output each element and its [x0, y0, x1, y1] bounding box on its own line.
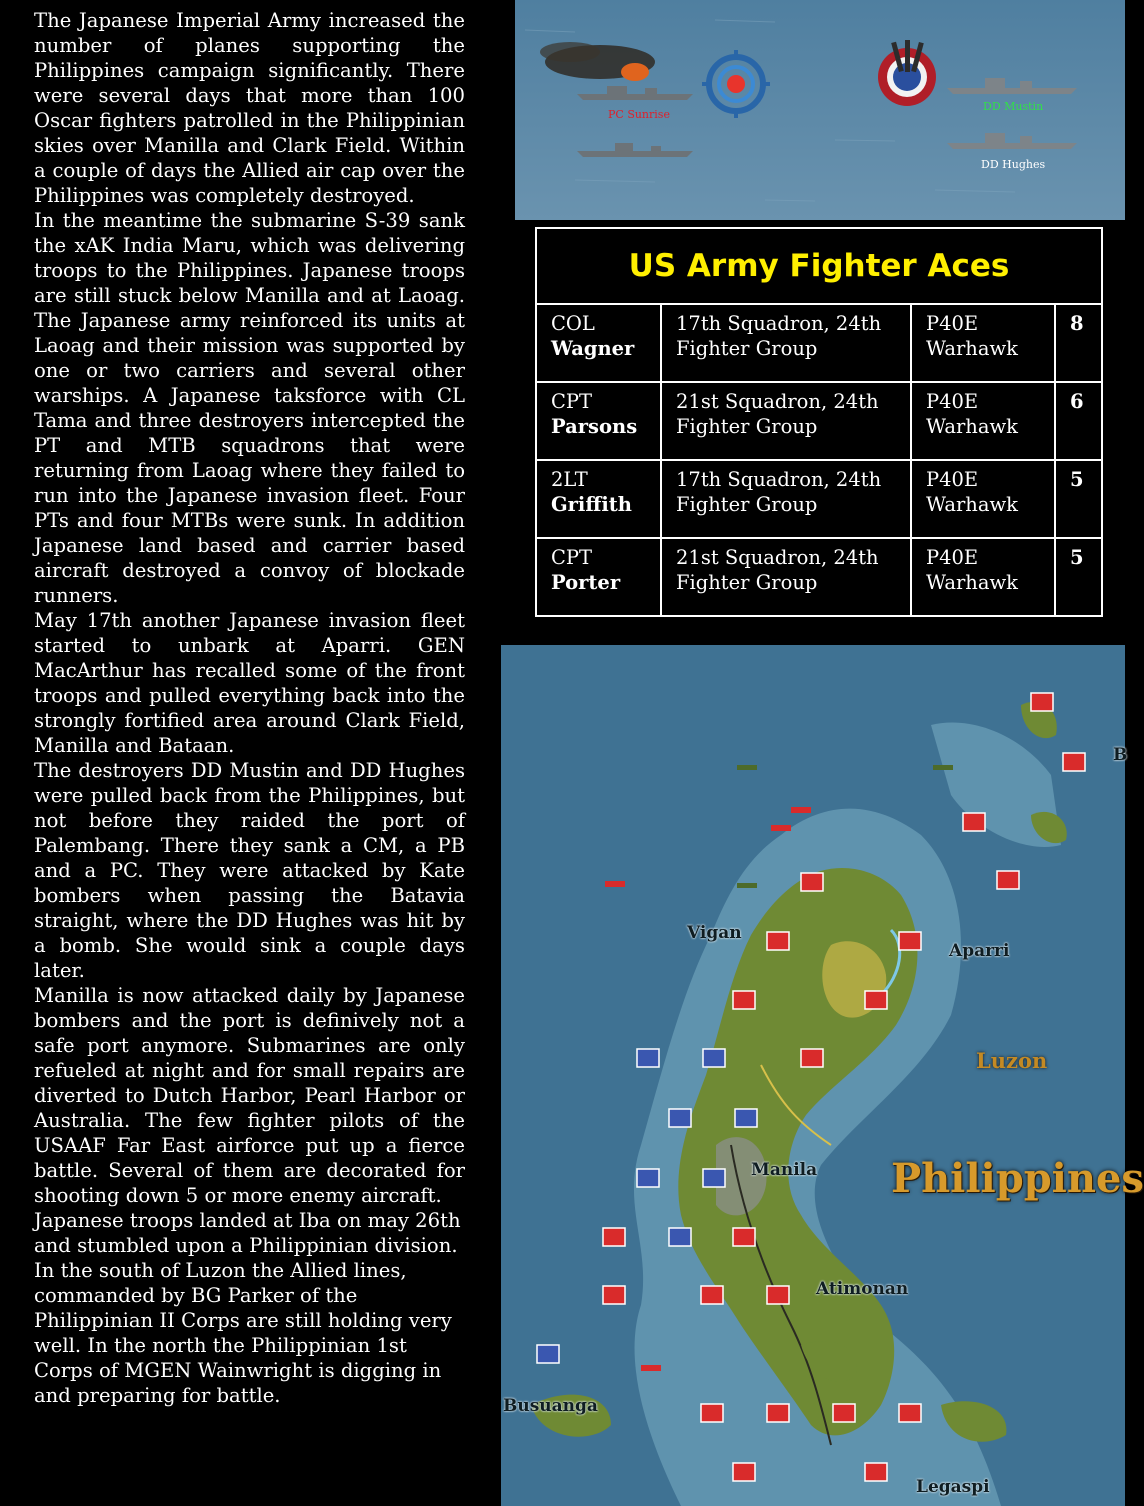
unit-cell: 17th Squadron, 24th Fighter Group — [661, 304, 911, 382]
ship-label-dd-mustin: DD Mustin — [983, 100, 1044, 113]
map-label-luzon: Luzon — [976, 1048, 1048, 1073]
kills-cell: 5 — [1055, 460, 1102, 538]
kills-cell: 6 — [1055, 382, 1102, 460]
pilot-name: Porter — [551, 571, 621, 594]
pilot-name: Wagner — [551, 337, 635, 360]
fire-icon — [621, 63, 649, 81]
article-paragraph: The Japanese Imperial Army increased the number of planes supporting the Philippines campaign significantly. There were several days that more than 100 Oscar fighters patrolled in the Philippinian skies over Manilla and Clark Field. Within a couple of days the Allied air cap over the Philippines was completely destroyed. — [34, 9, 465, 207]
ship-label-dd-hughes: DD Hughes — [981, 158, 1046, 171]
map-label-philippines: Philippines — [891, 1155, 1144, 1202]
pilot-cell — [536, 382, 661, 460]
aircraft-cell: P40E Warhawk — [911, 538, 1055, 616]
pilot-cell — [536, 538, 661, 616]
map-label-busuanga: Busuanga — [503, 1396, 598, 1416]
aircraft-cell: P40E Warhawk — [911, 304, 1055, 382]
article-paragraph: The destroyers DD Mustin and DD Hughes were pulled back from the Philippines, but not before they raided the port of Palembang. There they sank a CM, a PB and a PC. They were attacked by Kate bombers when passing the Batavia straight, where the DD Hughes was hit by a bomb. She would sink a couple days later. — [34, 759, 465, 982]
aircraft-cell: P40E Warhawk — [911, 382, 1055, 460]
kills-cell: 5 — [1055, 538, 1102, 616]
aircraft-cell: P40E Warhawk — [911, 460, 1055, 538]
naval-battle-image — [515, 0, 1125, 220]
map-label-manila: Manila — [751, 1160, 818, 1180]
fighter-aces-table — [535, 227, 1103, 617]
target-reticle-icon — [702, 50, 770, 118]
table-row — [536, 382, 1102, 460]
pilot-cell — [536, 304, 661, 382]
ship-unnamed — [577, 143, 693, 157]
unit-cell: 21st Squadron, 24th Fighter Group — [661, 382, 911, 460]
map-label-aparri: Aparri — [949, 941, 1010, 961]
ship-dd-hughes — [947, 133, 1077, 149]
pilot-rank: CPT — [551, 546, 593, 569]
map-label-edge: B — [1113, 745, 1128, 765]
table-row — [536, 304, 1102, 382]
unit-cell: 21st Squadron, 24th Fighter Group — [661, 538, 911, 616]
table-row — [536, 460, 1102, 538]
map-label-atimonan: Atimonan — [816, 1279, 909, 1299]
article-body — [34, 8, 465, 1408]
pilot-name: Parsons — [551, 415, 638, 438]
article-paragraph: May 17th another Japanese invasion fleet started to unbark at Aparri. GEN MacArthur has recalled some of the front troops and pulled everything back into the strongly fortified area around Clark Field, Manilla and Bataan. — [34, 609, 465, 757]
philippines-map — [501, 645, 1144, 1506]
article-paragraph: Manilla is now attacked daily by Japanese bombers and the port is definively not a safe port anymore. Submarines are only refueled at night and for small repairs are diverted to Dutch Harbor, Pearl Harbor or Australia. The few fighter pilots of the USAAF Far East airforce put up a fierce battle. Several of them are decorated for shooting down 5 or more enemy aircraft. — [34, 984, 465, 1207]
pilot-name: Griffith — [551, 493, 632, 516]
map-label-vigan: Vigan — [687, 923, 742, 943]
pilot-cell — [536, 460, 661, 538]
kills-cell: 8 — [1055, 304, 1102, 382]
pilot-rank: 2LT — [551, 468, 588, 491]
table-title: US Army Fighter Aces — [536, 228, 1102, 304]
pilot-rank: CPT — [551, 390, 593, 413]
ship-label-pc-sunrise: PC Sunrise — [608, 108, 670, 121]
article-paragraph: Japanese troops landed at Iba on may 26th and stumbled upon a Philippinian division. In the south of Luzon the Allied lines, commanded by BG Parker of the Philippinian II Corps are still holding very well. In the north the Philippinian 1st Corps of MGEN Wainwright is digging in and preparing for battle. — [34, 1209, 461, 1407]
map-label-legaspi: Legaspi — [916, 1477, 990, 1497]
map-graphic — [501, 645, 1128, 1506]
ship-pc-sunrise — [577, 86, 693, 100]
unit-cell: 17th Squadron, 24th Fighter Group — [661, 460, 911, 538]
anti-aircraft-icon — [878, 40, 936, 106]
article-paragraph: In the meantime the submarine S-39 sank the xAK India Maru, which was delivering troops to the Philippines. Japanese troops are still stuck below Manilla and at Laoag. The Japanese army reinforced its units at Laoag and their mission was supported by one or two carriers and several other warships. A Japanese taksforce with CL Tama and three destroyers intercepted the PT and MTB squadrons that were returning from Laoag where they failed to run into the Japanese invasion fleet. Four PTs and four MTBs were sunk. In addition Japanese land based and carrier based aircraft destroyed a convoy of blockade runners. — [34, 209, 465, 607]
pilot-rank: COL — [551, 312, 595, 335]
ship-dd-mustin — [947, 78, 1077, 94]
table-row — [536, 538, 1102, 616]
